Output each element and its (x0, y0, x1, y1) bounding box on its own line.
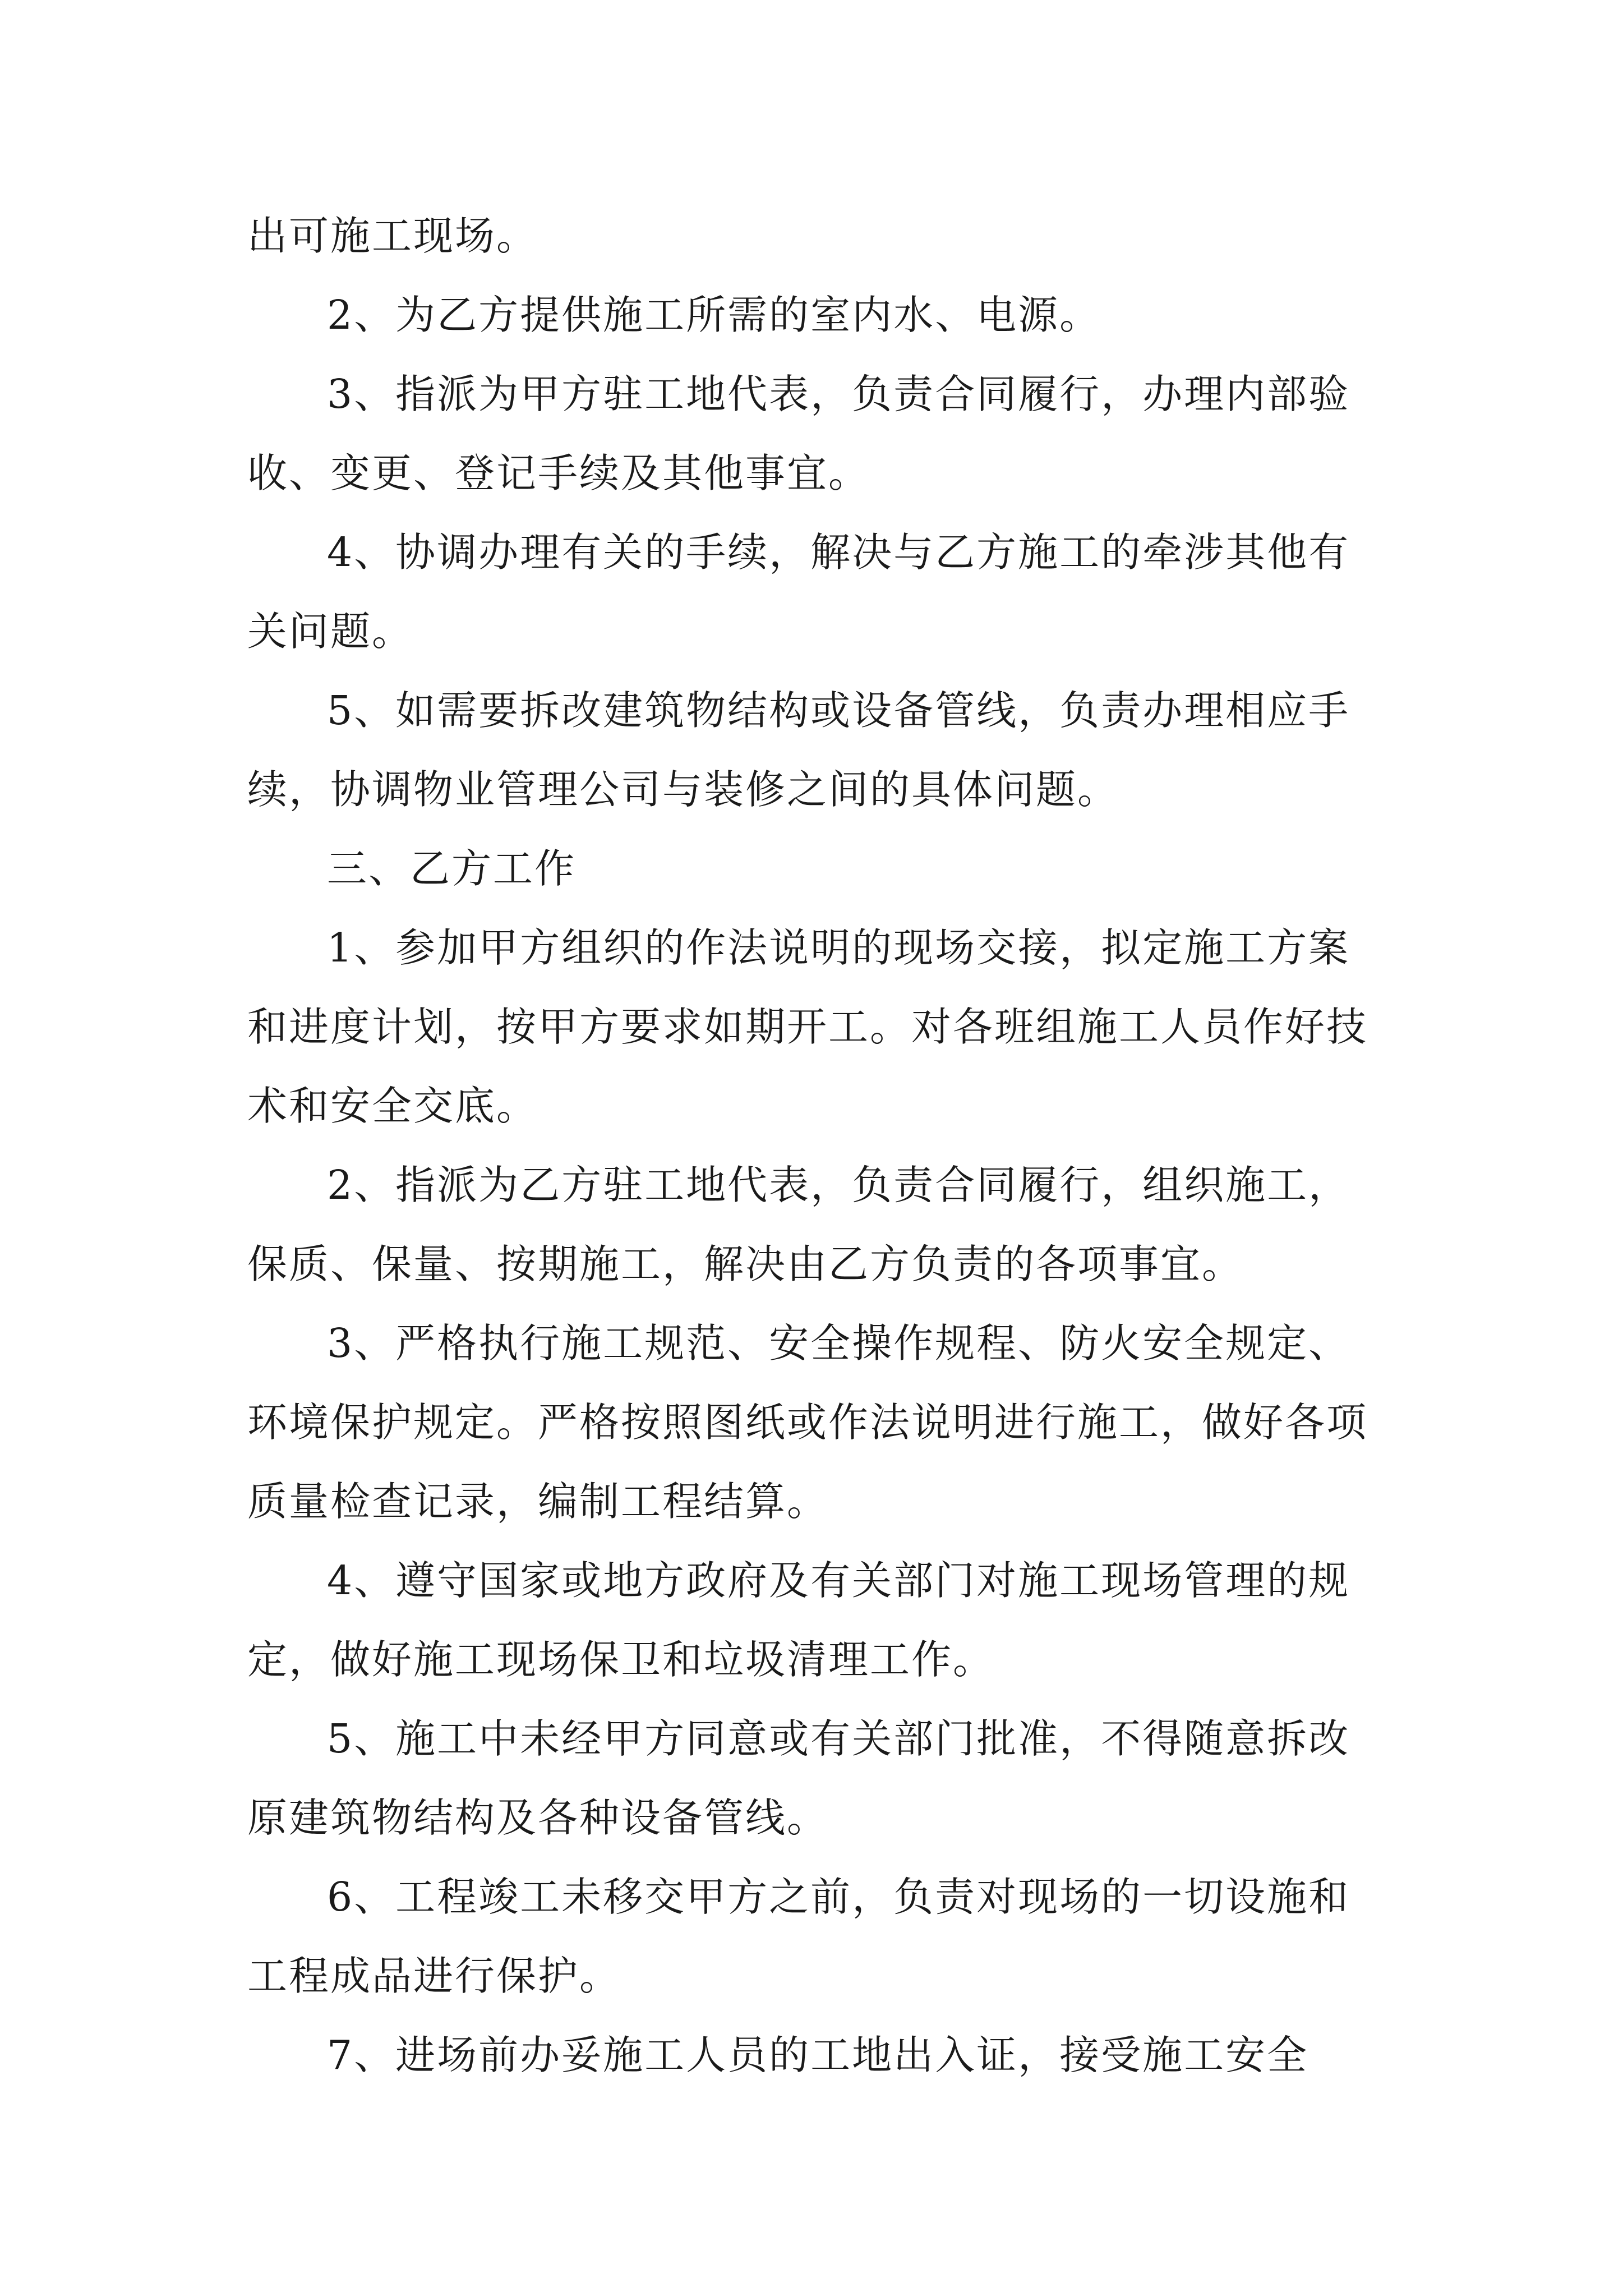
paragraph-11: 5、施工中未经甲方同意或有关部门批准，不得随意拆改原建筑物结构及各种设备管线。 (247, 1715, 1350, 1841)
paragraph-10: 4、遵守国家或地方政府及有关部门对施工现场管理的规定，做好施工现场保卫和垃圾清理工作。 (247, 1557, 1350, 1683)
paragraph-1: 出可施工现场。 (247, 213, 538, 259)
paragraph-4: 4、协调办理有关的手续，解决与乙方施工的牵涉其他有关问题。 (247, 529, 1350, 655)
paragraph-3: 3、指派为甲方驻工地代表，负责合同履行，办理内部验收、变更、登记手续及其他事宜。 (247, 371, 1350, 496)
paragraph-9: 3、严格执行施工规范、安全操作规程、防火安全规定、环境保护规定。严格按照图纸或作法说明进行施工，做好各项质量检查记录，编制工程结算。 (247, 1320, 1368, 1525)
document-body (247, 196, 1386, 2095)
section-heading: 三、乙方工作 (327, 845, 577, 892)
paragraph-8: 2、指派为乙方驻工地代表，负责合同履行，组织施工，保质、保量、按期施工，解决由乙方负责的各项事宜。 (247, 1162, 1350, 1287)
paragraph-13: 7、进场前办妥施工人员的工地出入证，接受施工安全 (327, 2032, 1309, 2078)
paragraph-7: 1、参加甲方组织的作法说明的现场交接，拟定施工方案和进度计划，按甲方要求如期开工。对各班组施工人员作好技术和安全交底。 (247, 924, 1368, 1129)
paragraph-12: 6、工程竣工未移交甲方之前，负责对现场的一切设施和工程成品进行保护。 (247, 1874, 1350, 1999)
paragraph-5: 5、如需要拆改建筑物结构或设备管线，负责办理相应手续，协调物业管理公司与装修之间的具体问题。 (247, 687, 1350, 813)
paragraph-2: 2、为乙方提供施工所需的室内水、电源。 (327, 292, 1101, 338)
